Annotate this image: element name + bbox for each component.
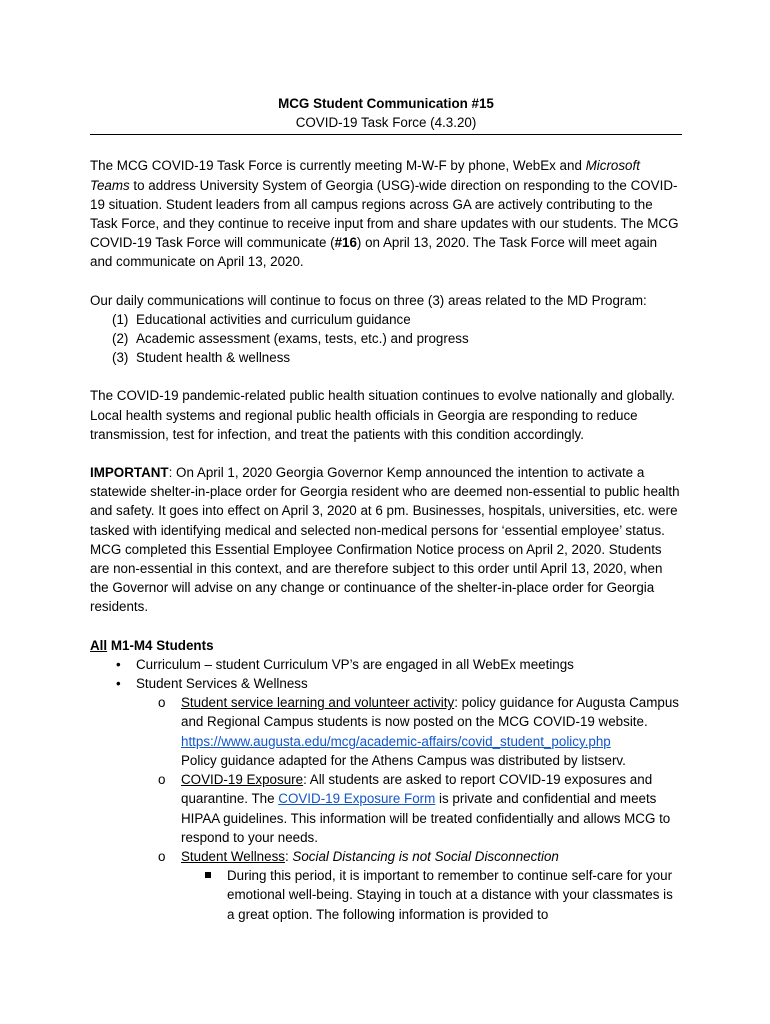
focus-lead: Our daily communications will continue to focus on three (3) areas related to the MD Program: [90,292,647,308]
focus-item: (1) Educational activities and curriculum guidance [112,311,411,327]
page-title: MCG Student Communication #15 [278,96,494,111]
policy-link[interactable]: https://www.augusta.edu/mcg/academic-affairs/covid_student_policy.php [181,733,611,749]
important-paragraph: IMPORTANT: On April 1, 2020 Georgia Governor Kemp announced the intention to activate a statewide shelter-in-place order for Georgia resident who are deemed non-essential to public health and safety. It goes into effect on April 3, 2020 at 6 pm. Businesses, hospitals, universities, etc. were tasked with identifying medical and selected non-medical persons for ‘essential employee’ status. MCG completed this Essential Employee Confirmation Notice process on April 2, 2020. Students are non-essential in this context, and are therefore subject to this order until April 13, 2020, when the Governor will advise on any change or continuance of the shelter-in-place order for Georgia residents. [90,465,680,615]
list-item-curriculum: • Curriculum – student Curriculum VP’s are engaged in all WebEx meetings [90,655,682,674]
focus-item: (3) Student health & wellness [112,350,291,366]
title-divider [90,134,682,135]
situation-paragraph: The COVID-19 pandemic-related public health situation continues to evolve nationally and globally. Local health systems and regional public health officials in Georgia are responding to reduce transmission, test for infection, and treat the patients with this condition accordingly. [90,388,675,442]
sub-item-wellness: o Student Wellness: Social Distancing is not Social Disconnection During this period, it is important to remember to continue self-care for your emotional well-being. Staying in touch at a distance with your classmates is a great option. The following information is provided to [136,847,682,924]
section-heading: All M1-M4 Students [90,637,214,653]
sub-item-exposure: o COVID-19 Exposure: All students are asked to report COVID-19 exposures and quarantine. The COVID-19 Exposure Form is private and confidential and meets HIPAA guidelines. This information will be treated confidentially and allows MCG to respond to your needs. [158,772,671,845]
sub-list [136,693,682,923]
sub-item-service-learning: o Student service learning and volunteer activity: policy guidance for Augusta Campus and Regional Campus students is now posted on the MCG COVID-19 website. https://www.augusta.edu/mcg/academic-affairs/covid_student_policy.php Policy guidance adapted for the Athens Campus was distributed by listserv. [158,695,679,768]
important-label: IMPORTANT [90,465,169,481]
sub-sub-list [181,866,682,924]
page-subtitle: COVID-19 Task Force (4.3.20) [295,115,477,131]
sub-sub-item: During this period, it is important to remember to continue self-care for your emotional well-being. Staying in touch at a distance with your classmates is a great option. The following information is provided to [181,866,682,924]
section-list [90,655,682,924]
intro-paragraph: The MCG COVID-19 Task Force is currently meeting M-W-F by phone, WebEx and Microsoft Teams to address University System of Georgia (USG)-wide direction on responding to the COVID-19 situation. Student leaders from all campus regions across GA are actively contributing to the Task Force, and they continue to receive input from and share updates with our students. The MCG COVID-19 Task Force will communicate (#16) on April 13, 2020. The Task Force will meet again and communicate on April 13, 2020. [90,158,679,270]
focus-areas [90,291,682,368]
focus-item: (2) Academic assessment (exams, tests, etc.) and progress [112,331,469,347]
exposure-form-link[interactable]: COVID-19 Exposure Form [278,791,436,807]
list-item-student-services: • Student Services & Wellness o Student service learning and volunteer activity: policy guidance for Augusta Campus and Regional Campus students is now posted on the MCG COVID-19 website. https://www.augusta.edu/mcg/academic-affairs/covid_student_policy.php Policy guidance adapted for the Athens Campus was distributed by listserv. o COVID-19 Exposure: All students are asked to report COVID-19 exposures and quarantine. The COVID-19 Exposure Form is private and confidential and meets HIPAA guidelines. This information will be treated confidentially and allows MCG to respond to your needs. o Student Wellness: Social Distancing is not Social Disconnection During this period, it is important to remember to continue self-care for your emotional well-being. Staying in touch at a distance with your classmates is a great option. The following information is provided to [90,674,682,924]
square-bullet-icon [205,872,211,878]
document-page [90,94,682,924]
